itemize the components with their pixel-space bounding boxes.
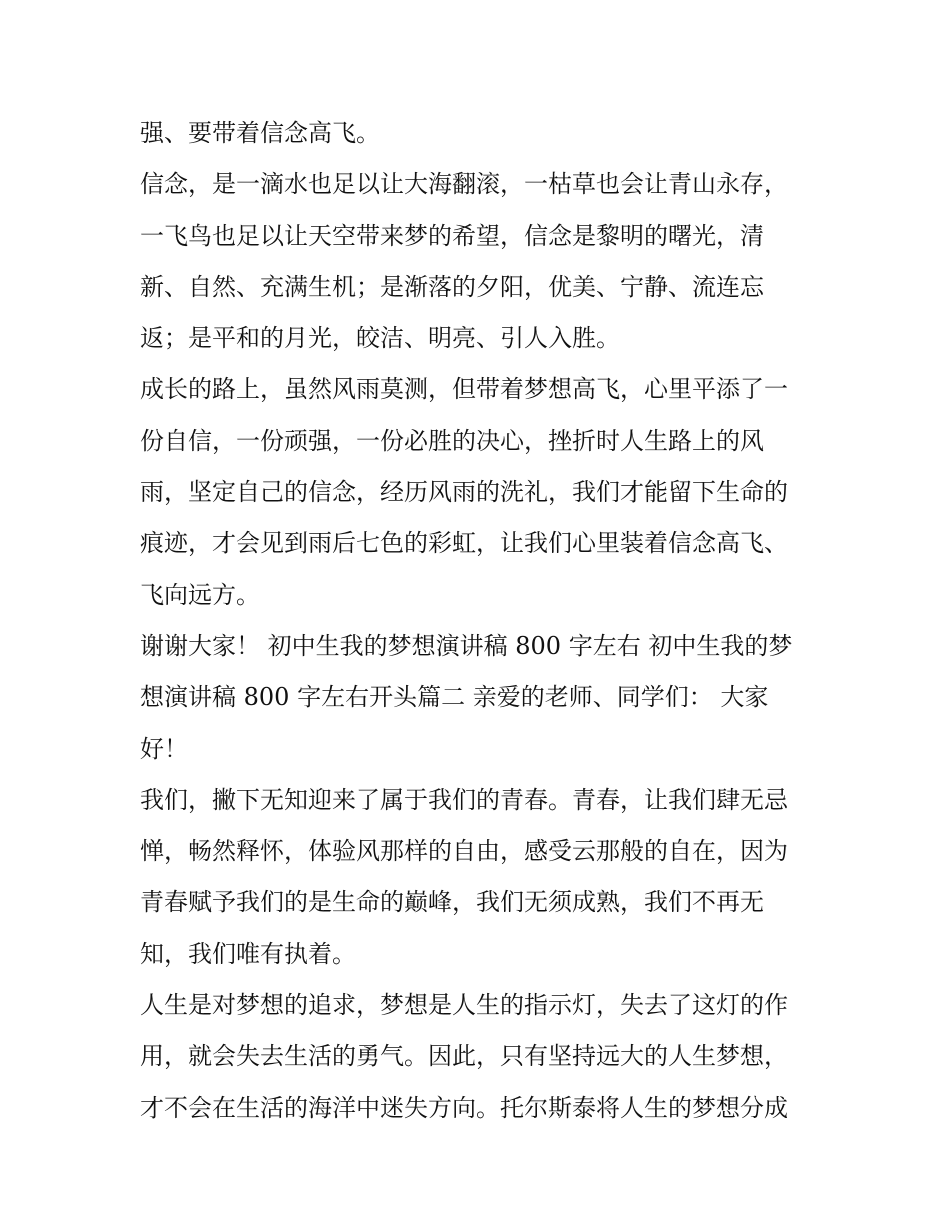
- text-line: 一飞鸟也足以让天空带来梦的希望，信念是黎明的曙光，清: [140, 221, 764, 250]
- text-line: 才不会在生活的海洋中迷失方向。托尔斯泰将人生的梦想分成: [140, 1093, 788, 1122]
- text-line: 痕迹，才会见到雨后七色的彩虹，让我们心里装着信念高飞、: [140, 529, 788, 558]
- text-line: 人生是对梦想的追求，梦想是人生的指示灯，失去了这灯的作: [140, 991, 788, 1020]
- text-line: 强、要带着信念高飞。: [140, 119, 380, 147]
- text-line: 想演讲稿 800 字左右开头篇二 亲爱的老师、同学们： 大家: [140, 683, 769, 712]
- text-line: 知，我们唯有执着。: [140, 939, 356, 968]
- text-line: 惮，畅然释怀，体验风那样的自由，感受云那般的自在，因为: [140, 837, 788, 866]
- text-line: 我们，撇下无知迎来了属于我们的青春。青春，让我们肆无忌: [140, 785, 788, 814]
- text-line: 份自信，一份顽强，一份必胜的决心，挫折时人生路上的风: [140, 426, 764, 455]
- text-line: 成长的路上，虽然风雨莫测，但带着梦想高飞，心里平添了一: [140, 375, 788, 404]
- text-line: 青春赋予我们的是生命的巅峰，我们无须成熟，我们不再无: [140, 888, 764, 917]
- text-line: 信念，是一滴水也足以让大海翻滚，一枯草也会让青山永存，: [140, 170, 788, 199]
- text-line: 返；是平和的月光，皎洁、明亮、引人入胜。: [140, 324, 620, 353]
- text-line: 用，就会失去生活的勇气。因此，只有坚持远大的人生梦想，: [140, 1042, 788, 1071]
- document-body: [140, 108, 830, 1134]
- text-line: 飞向远方。: [140, 580, 260, 609]
- text-line: 好！: [140, 734, 188, 763]
- text-line: 新、自然、充满生机；是渐落的夕阳，优美、宁静、流连忘: [140, 272, 764, 301]
- text-line: 雨，坚定自己的信念，经历风雨的洗礼，我们才能留下生命的: [140, 478, 788, 507]
- text-line: 谢谢大家！ 初中生我的梦想演讲稿 800 字左右 初中生我的梦: [140, 631, 793, 660]
